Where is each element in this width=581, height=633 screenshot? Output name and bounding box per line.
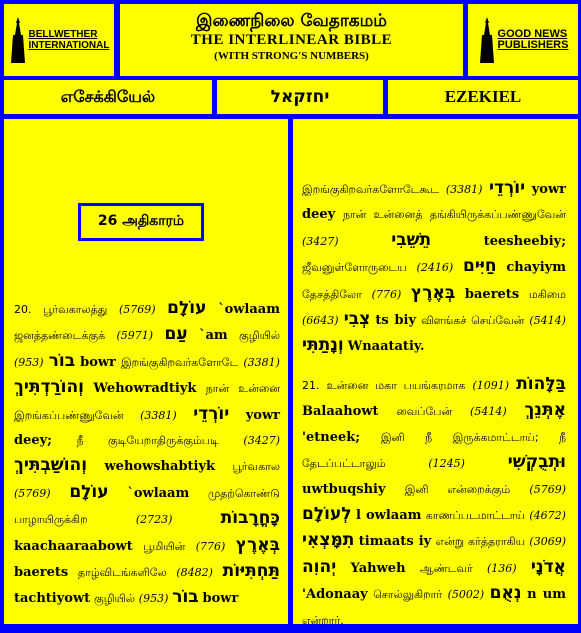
word-tr: wehowshabtiyk [104, 459, 216, 475]
word-heb: תַּחְתִּיּוֹת [222, 561, 280, 582]
word-tr: kaachaaraabowt [14, 538, 133, 554]
title-tamil: இணைநிலை வேதாகமம் [196, 11, 387, 31]
word-ta: என்றார். [302, 613, 344, 627]
word-num: (4672) [529, 509, 566, 523]
word-tr: 'Adonaay [302, 587, 368, 603]
word-ta: ஜீவனுள்ளோருடைய [302, 261, 407, 275]
word-heb: צְבִי [343, 309, 371, 330]
word-ta: வைப்பேன் [396, 405, 453, 419]
word-tr: `am [198, 328, 228, 344]
word-heb: עוֹלָם [69, 481, 109, 502]
word-heb: יוֹרְדֵי [193, 403, 230, 424]
verse-number: 20. [14, 303, 32, 316]
word-num: (5414) [529, 314, 566, 328]
good-news-logo [468, 4, 578, 76]
verse-20 [14, 296, 280, 612]
book-hebrew: יחזקאל [217, 80, 383, 114]
word-ta: காணப்படமாட்டாய் [425, 509, 525, 523]
word-tr: `owlaam [127, 485, 190, 501]
word-tr: teesheebiy; [483, 233, 566, 249]
word-num: (5414) [470, 405, 507, 419]
word-ta: உன்னை மகா பயங்கரமாக [326, 379, 466, 392]
word-heb: עוֹלָם [167, 298, 207, 318]
word-tr: yowr deey; [14, 407, 280, 449]
word-ta: பூர்வகால [232, 460, 280, 474]
word-heb: יְהוִה [302, 556, 337, 577]
word-ta: இனி நீ இருக்கமாட்டாய்; நீ தேடப்பட்டாலும் [302, 430, 566, 471]
verse-number: 21. [302, 379, 320, 392]
word-num: (953) [138, 592, 169, 606]
word-num: (2723) [135, 513, 173, 527]
word-heb: בְּאֶרֶץ [410, 282, 456, 303]
word-num: (5769) [118, 303, 156, 316]
right-logo-line1: GOOD NEWS [497, 28, 568, 40]
word-heb: וְהוֹרַדְתִּיךְ [14, 377, 85, 398]
word-ta: என்று கர்த்தராகிய [435, 535, 526, 549]
word-num: (3427) [302, 234, 339, 248]
word-ta: மகிமை [528, 287, 566, 301]
word-ta: இறங்குகிறவர்களோடேகூட [302, 183, 440, 196]
left-logo-line2: INTERNATIONAL [28, 40, 110, 51]
word-ta: ஆண்டவர் [419, 561, 473, 575]
word-heb: וְהוֹשַׁבְתִּיךְ [14, 455, 88, 476]
word-heb: בוֹר [172, 587, 199, 608]
word-num: (5769) [529, 482, 566, 496]
word-heb: עַם [164, 324, 188, 345]
word-num: (5769) [14, 486, 51, 500]
word-heb: נְאֻם [489, 583, 522, 604]
word-num: (3381) [140, 408, 177, 422]
word-tr: uwtbuqshiy [302, 481, 386, 497]
bellwether-logo [4, 4, 114, 76]
word-tr: Yahweh [350, 560, 406, 576]
word-num: (3381) [445, 183, 483, 196]
word-tr: yowr deey [302, 182, 566, 223]
tower-icon [478, 15, 496, 65]
word-tr: baerets [464, 286, 520, 302]
word-heb: תִמָּצְאִי [302, 530, 355, 551]
word-tr: `owlaam [218, 302, 280, 317]
word-num: (5002) [447, 588, 485, 602]
word-ta: இறங்குகிறவர்களோடே [120, 355, 239, 369]
word-ta: தேசத்திலோ [302, 287, 362, 301]
title-block [120, 4, 463, 76]
word-num: (776) [371, 287, 402, 301]
word-num: (6643) [302, 314, 339, 328]
word-num: (1091) [472, 379, 510, 392]
word-tr: bowr [80, 354, 116, 370]
word-heb: בַּלָּהוֹת [516, 374, 566, 394]
title-english: THE INTERLINEAR BIBLE [190, 32, 393, 48]
word-ta: குழியில் [94, 592, 135, 606]
word-ta: குழியில் [239, 329, 280, 343]
word-tr: 'etneek; [302, 429, 361, 445]
word-num: (953) [14, 355, 44, 369]
word-tr: n um [527, 587, 566, 603]
verse-20-continuation [302, 176, 566, 360]
word-ta: ஜனத்தண்டைக்குக் [14, 329, 106, 343]
word-ta: இனி என்றைக்கும் [404, 482, 511, 496]
word-num: (3427) [243, 434, 280, 448]
book-english: EZEKIEL [388, 80, 578, 114]
word-tr: l owlaam [355, 508, 422, 524]
word-num: (3069) [529, 535, 566, 549]
chapter-label: 26 அதிகாரம் [78, 203, 204, 241]
word-tr: Wehowradtiyk [93, 381, 197, 397]
word-heb: אֲדֹנָי [530, 556, 566, 577]
word-heb: חַיִּים [462, 256, 497, 277]
word-num: (136) [487, 561, 517, 575]
word-tr: timaats iy [358, 534, 432, 550]
word-tr: Wnaatatiy. [347, 339, 425, 355]
left-logo-line1: BELLWETHER [28, 29, 98, 40]
word-num: (2416) [416, 261, 454, 275]
word-num: (8482) [176, 566, 213, 580]
word-tr: baerets [14, 565, 69, 581]
word-num: (776) [195, 539, 226, 553]
word-heb: לְעוֹלָם [302, 504, 352, 525]
word-tr: Balaahowt [302, 404, 379, 420]
word-tr: bowr [202, 591, 239, 607]
word-heb: בוֹר [48, 350, 76, 371]
book-tamil: எசேக்கியேல் [4, 80, 212, 114]
word-ta: நான் உன்னைத் தங்கியிருக்கப்பண்ணுவேன் [342, 208, 566, 222]
word-ta: நான் உன்னை இறங்கப்பண்ணுவேன் [14, 382, 280, 422]
word-tr: chayiym [506, 260, 566, 276]
word-heb: כָּחֳרָבוֹת [220, 508, 280, 529]
word-heb: וְנָתַתִּי [302, 335, 344, 356]
word-ta: தாழ்விடங்களிலே [77, 566, 167, 580]
word-heb: יוֹרְדֵי [489, 178, 526, 198]
right-logo-line2: PUBLISHERS [497, 39, 569, 51]
word-num: (5971) [116, 329, 154, 343]
word-heb: אֶתְּנֵךְ [524, 400, 566, 421]
word-ta: சொல்லுகிறார் [373, 588, 443, 602]
word-tr: tachtiyowt [14, 591, 91, 607]
word-ta: நீ குடியேறாதிருக்கும்படி [76, 434, 219, 448]
word-ta: விளங்கச் செய்வேன் [421, 314, 525, 328]
verse-21 [302, 372, 566, 633]
word-heb: תֵשֵׁבִי [391, 229, 432, 250]
word-num: (1245) [428, 457, 465, 471]
word-heb: וּתְבֻקְשִׁי [507, 452, 566, 473]
word-ta: முதற்கொண்டு பாழாயிருக்கிற [14, 486, 280, 527]
bell-tower-icon [9, 15, 27, 65]
word-ta: பூர்வகாலத்து [43, 303, 108, 316]
word-num: (3381) [243, 355, 280, 369]
word-ta: பூமியின் [143, 539, 186, 553]
word-tr: ts biy [375, 313, 417, 329]
word-heb: בְּאֶרֶץ [235, 534, 280, 555]
subtitle: (WITH STRONG'S NUMBERS) [214, 50, 369, 62]
